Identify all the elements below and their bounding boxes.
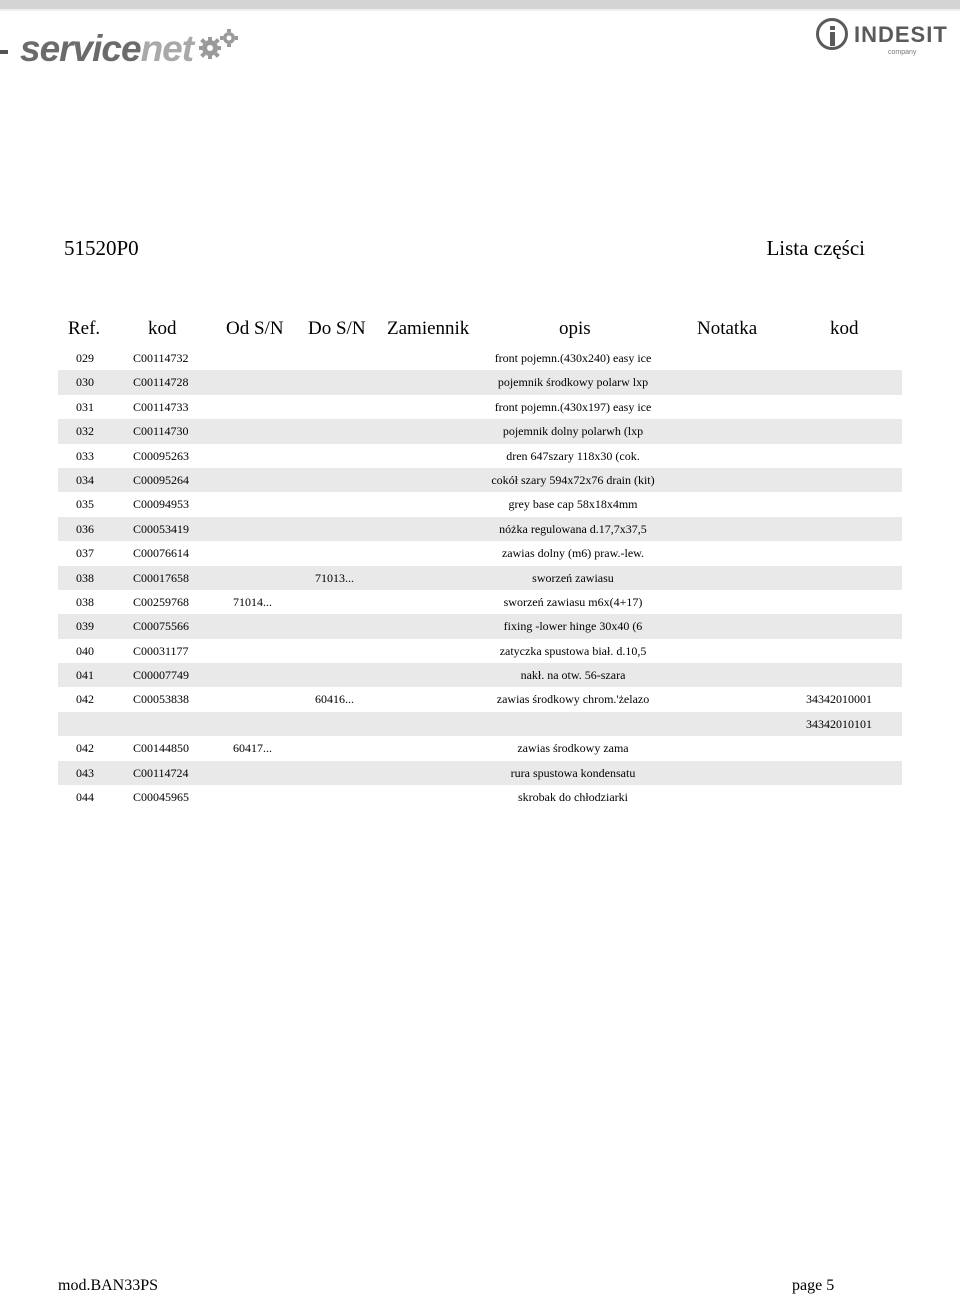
cell-ref: 038 [76,570,94,585]
cell-kod: C00114732 [133,351,189,365]
header-ref: Ref. [68,318,101,339]
header-do-sn: Do S/N [308,318,366,339]
cell-kod: C00076614 [133,546,190,561]
top-bar-line [0,9,960,11]
table-row [58,785,902,809]
cell-opis: nóżka regulowana d.17,7x37,5 [499,521,647,536]
indesit-subtext: company [888,49,917,56]
cell-opis: pojemnik środkowy polarw lxp [497,375,649,390]
cell-kod: C00031177 [133,643,189,658]
cell-ref: 044 [76,790,94,805]
cell-ref: 030 [76,375,94,390]
cell-ref: 038 [76,594,94,609]
cell-kod: C00007749 [133,668,190,683]
cell-kod-2: 34342010001 [806,692,872,707]
footer-page-number: page 5 [792,1277,835,1294]
cell-opis: zatyczka spustowa biał. d.10,5 [499,643,647,658]
indesit-wordmark: INDESIT [854,22,948,47]
cell-opis: front pojemn.(430x197) easy ice [494,399,652,414]
document-subtitle: Lista części [766,236,865,260]
cell-kod: C00053838 [133,692,190,707]
table-row [58,761,902,785]
cell-kod-2: 34342010101 [806,716,872,731]
cell-kod: C00095263 [133,448,190,463]
footer-model: mod.BAN33PS [58,1277,159,1294]
cell-opis: sworzeń zawiasu m6x(4+17) [503,594,643,609]
cell-ref: 042 [76,741,94,756]
cell-ref: 033 [76,448,94,463]
table-row [58,614,902,638]
table-row [58,712,902,736]
indesit-logo [816,18,946,62]
cell-ref: 029 [76,351,94,365]
servicenet-part1: service [20,28,141,69]
table-row [58,395,902,419]
cell-opis: nakł. na otw. 56-szara [520,668,626,683]
cell-od-sn: 71014... [233,594,272,609]
cell-opis: front pojemn.(430x240) easy ice [494,351,652,365]
servicenet-logo [0,14,250,74]
table-row [58,370,902,394]
cell-kod: C00017658 [133,570,190,585]
cell-kod: C00053419 [133,521,190,536]
cell-ref: 035 [76,497,94,512]
table-row [58,663,902,687]
cell-opis: grey base cap 58x18x4mm [508,497,638,512]
header-notatka: Notatka [697,318,758,339]
cell-do-sn: 60416... [315,692,354,707]
table-row [58,566,902,590]
table-row [58,419,902,443]
cell-opis: fixing -lower hinge 30x40 (6 [503,619,643,634]
cell-opis: pojemnik dolny polarwh (lxp [502,424,644,439]
table-row [58,687,902,711]
table-row [58,736,902,760]
cell-opis: cokół szary 594x72x76 drain (kit) [491,472,655,487]
table-row [58,590,902,614]
cell-opis: rura spustowa kondensatu [510,765,636,780]
cell-kod: C00095264 [133,472,190,487]
cell-kod: C00094953 [133,497,190,512]
cell-opis: dren 647szary 118x30 (cok. [506,448,640,463]
table-row [58,541,902,565]
cell-od-sn: 60417... [233,741,272,756]
cell-kod: C00114728 [133,375,189,390]
servicenet-part2: net [140,28,194,69]
cell-ref: 031 [76,399,94,414]
cell-kod: C00114724 [133,765,189,780]
parts-table [58,346,902,809]
logo-dash [0,50,8,54]
cell-opis: sworzeń zawiasu [532,570,614,585]
cell-ref: 037 [76,546,94,561]
table-header [58,318,902,344]
cell-do-sn: 71013... [315,570,354,585]
cell-opis: skrobak do chłodziarki [518,790,628,805]
table-row [58,468,902,492]
table-row [58,517,902,541]
cell-ref: 041 [76,668,94,683]
header-kod: kod [148,318,177,339]
header-opis: opis [559,318,591,339]
cell-kod: C00144850 [133,741,190,756]
servicenet-wordmark [20,30,193,67]
table-row [58,639,902,663]
gears-icon [196,28,242,62]
cell-kod: C00114733 [133,399,189,414]
cell-opis: zawias środkowy chrom.'żelazo [496,692,650,707]
header-kod-2: kod [830,318,859,339]
cell-kod: C00075566 [133,619,190,634]
table-row [58,492,902,516]
top-bar [0,0,960,9]
cell-ref: 036 [76,521,94,536]
table-row [58,346,902,370]
table-row [58,444,902,468]
cell-ref: 042 [76,692,94,707]
cell-kod: C00259768 [133,594,190,609]
cell-ref: 043 [76,765,94,780]
header-od-sn: Od S/N [226,318,284,339]
cell-ref: 039 [76,619,94,634]
cell-ref: 034 [76,472,94,487]
document-title: 51520P0 [64,236,139,260]
cell-ref: 032 [76,424,94,439]
cell-kod: C00114730 [133,424,189,439]
cell-ref: 040 [76,643,94,658]
header-zamiennik: Zamiennik [387,318,470,339]
cell-opis: zawias środkowy zama [517,741,629,756]
cell-kod: C00045965 [133,790,190,805]
indesit-emblem-icon [816,18,848,50]
cell-opis: zawias dolny (m6) praw.-lew. [501,546,645,561]
